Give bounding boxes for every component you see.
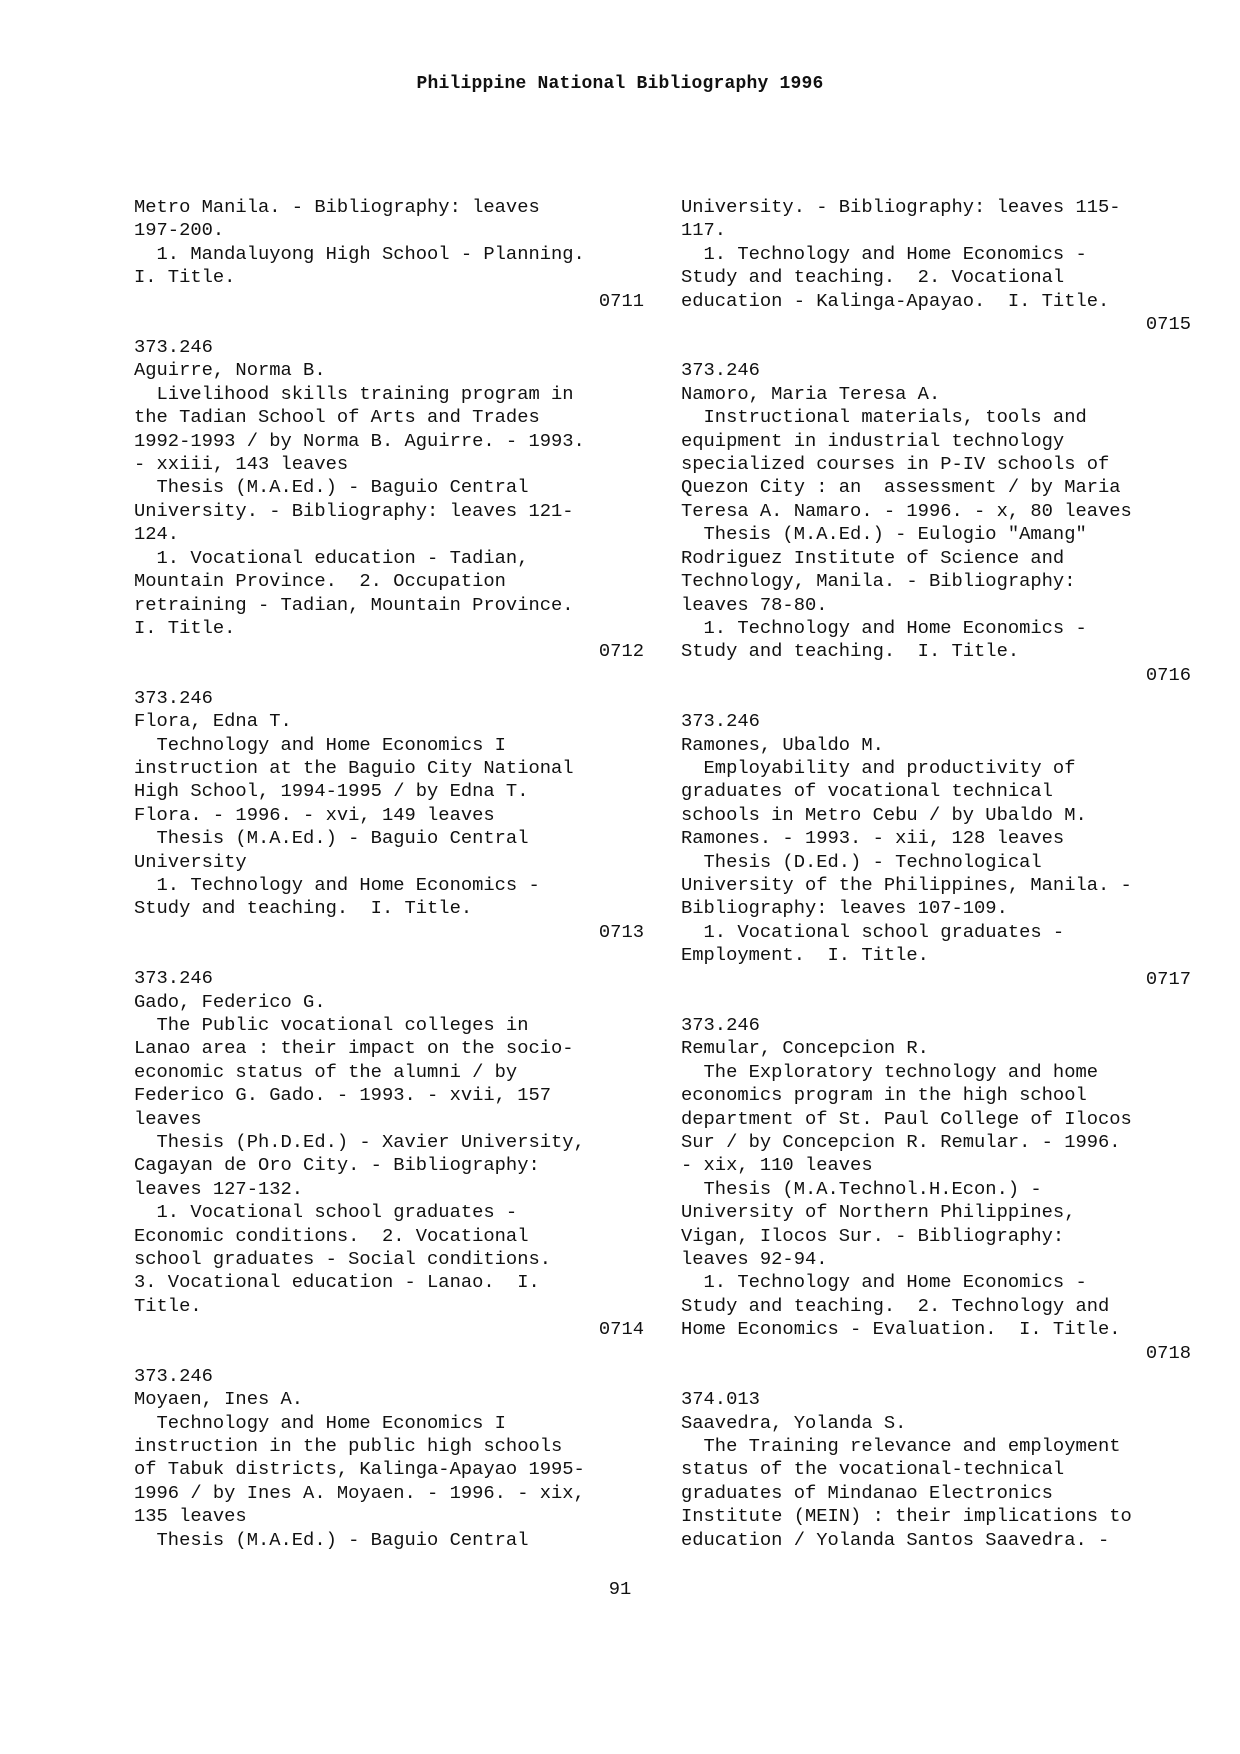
bibliography-entry [681,710,1191,991]
entry-line: graduates of Mindanao Electronics [681,1481,1053,1504]
entry-line: Thesis (M.A.Ed.) - Baguio Central [134,1528,529,1551]
entry-line: leaves 78-80. [681,593,828,616]
entry-line: graduates of vocational technical [681,780,1053,803]
entry-line: Cagayan de Oro City. - Bibliography: [134,1154,540,1177]
entry-line: Saavedra, Yolanda S. [681,1411,907,1434]
entry-line: 373.246 [134,1364,213,1387]
entry-line: leaves 127-132. [134,1177,304,1200]
entry-line: University. - Bibliography: leaves 121- [134,499,574,522]
entry-line: I. Title. [134,616,236,639]
entry-line: 373.246 [134,686,213,709]
entry-line: University. - Bibliography: leaves 115- [681,196,1121,218]
entry-line: 1. Mandaluyong High School - Planning. [134,242,585,265]
bibliography-entry [681,196,1191,336]
bibliography-entry [681,1388,1191,1552]
right-column [681,196,1191,1575]
entry-line: 1. Vocational school graduates - [134,1201,518,1224]
entry-line: 1. Technology and Home Economics - [681,616,1087,639]
entry-line: 135 leaves [134,1505,247,1528]
entry-line: Flora. - 1996. - xvi, 149 leaves [134,803,495,826]
entry-line: Employability and productivity of [681,756,1076,779]
entry-line: economic status of the alumni / by [134,1060,518,1083]
entry-line: Livelihood skills training program in [134,382,574,405]
entry-line: of Tabuk districts, Kalinga-Apayao 1995- [134,1458,585,1481]
entry-line: Study and teaching. 2. Technology and [681,1294,1110,1317]
entry-line: 373.246 [134,336,213,359]
entry-line: economics program in the high school [681,1084,1087,1107]
entry-line: Remular, Concepcion R. [681,1037,929,1060]
entry-line: 1. Technology and Home Economics - [681,242,1087,265]
entry-line: 1. Vocational school graduates - [681,920,1065,943]
entry-number: 0712 [598,640,644,663]
entry-line: Moyaen, Ines A. [134,1388,304,1411]
entry-line: Study and teaching. I. Title. [134,897,473,920]
entry-line: Thesis (M.A.Ed.) - Baguio Central [134,827,529,850]
entry-line: 117. [681,219,727,242]
entry-line: Thesis (D.Ed.) - Technological [681,850,1042,873]
entry-line: status of the vocational-technical [681,1458,1065,1481]
entry-line: Sur / by Concepcion R. Remular. - 1996. [681,1131,1121,1154]
entry-number: 0714 [598,1318,644,1341]
entry-line: High School, 1994-1995 / by Edna T. [134,780,529,803]
entry-line: specialized courses in P-IV schools of [681,453,1110,476]
entry-line: University [134,850,247,873]
bibliography-entry [681,359,1191,687]
entry-line: 1. Technology and Home Economics - [134,873,540,896]
entry-line: 1992-1993 / by Norma B. Aguirre. - 1993. [134,429,585,452]
entry-line: 1. Vocational education - Tadian, [134,546,529,569]
entry-line: 1996 / by Ines A. Moyaen. - 1996. - xix, [134,1481,585,1504]
entry-number: 0711 [598,289,644,312]
entry-line: Flora, Edna T. [134,710,292,733]
entry-line: Vigan, Ilocos Sur. - Bibliography: [681,1224,1065,1247]
entry-number: 0718 [1145,1341,1191,1364]
entry-line: 374.013 [681,1388,760,1411]
bibliography-entry [134,336,644,664]
entry-line: Lanao area : their impact on the socio- [134,1037,574,1060]
entry-number: 0715 [1145,313,1191,336]
entry-line: Rodriguez Institute of Science and [681,546,1065,569]
entry-line: 373.246 [681,1014,760,1036]
entry-line: Metro Manila. - Bibliography: leaves [134,196,540,218]
entry-line: Title. [134,1294,202,1317]
entry-line: Quezon City : an assessment / by Maria [681,476,1121,499]
entry-number: 0713 [598,920,644,943]
entry-line: Teresa A. Namaro. - 1996. - x, 80 leaves [681,499,1132,522]
entry-number: 0716 [1145,663,1191,686]
entry-line: retraining - Tadian, Mountain Province. [134,593,574,616]
entry-line: Study and teaching. I. Title. [681,640,1020,663]
entry-line: Instructional materials, tools and [681,406,1087,429]
entry-line: the Tadian School of Arts and Trades [134,406,540,429]
entry-line: Technology and Home Economics I [134,1411,506,1434]
entry-line: Thesis (M.A.Ed.) - Baguio Central [134,476,529,499]
entry-line: Ramones, Ubaldo M. [681,733,884,756]
entry-line: Mountain Province. 2. Occupation [134,570,506,593]
entry-line: Technology and Home Economics I [134,733,506,756]
entry-line: Technology, Manila. - Bibliography: [681,570,1076,593]
entry-line: University of the Philippines, Manila. - [681,873,1132,896]
page-number: 91 [608,1578,632,1600]
entry-line: Aguirre, Norma B. [134,359,326,382]
bibliography-entry [681,1014,1191,1365]
entry-line: The Public vocational colleges in [134,1014,529,1036]
entry-line: 124. [134,523,180,546]
page-title: Philippine National Bibliography 1996 [416,74,824,94]
entry-line: Economic conditions. 2. Vocational [134,1224,529,1247]
entry-line: instruction at the Baguio City National [134,756,574,779]
entry-line: Bibliography: leaves 107-109. [681,897,1008,920]
entry-line: education - Kalinga-Apayao. I. Title. [681,289,1110,312]
entry-line: school graduates - Social conditions. [134,1248,552,1271]
entry-line: Namoro, Maria Teresa A. [681,382,941,405]
entry-line: The Exploratory technology and home [681,1060,1099,1083]
entry-number: 0717 [1145,967,1191,990]
bibliography-entry [134,967,644,1342]
entry-line: - xxiii, 143 leaves [134,453,349,476]
entry-line: Thesis (M.A.Ed.) - Eulogio "Amang" [681,523,1087,546]
entry-line: schools in Metro Cebu / by Ubaldo M. [681,803,1087,826]
entry-line: instruction in the public high schools [134,1434,563,1457]
entry-line: Ramones. - 1993. - xii, 128 leaves [681,827,1065,850]
entry-line: leaves [134,1107,202,1130]
entry-line: 3. Vocational education - Lanao. I. [134,1271,540,1294]
entry-line: Institute (MEIN) : their implications to [681,1505,1132,1528]
entry-line: The Training relevance and employment [681,1434,1121,1457]
entry-line: 373.246 [681,359,760,382]
entry-line: education / Yolanda Santos Saavedra. - [681,1528,1110,1551]
entry-line: - xix, 110 leaves [681,1154,873,1177]
bibliography-entry [134,196,644,313]
entry-line: 373.246 [134,967,213,990]
bibliography-entry [134,687,644,944]
entry-line: leaves 92-94. [681,1248,828,1271]
entry-line: Home Economics - Evaluation. I. Title. [681,1318,1121,1341]
entry-line: equipment in industrial technology [681,429,1065,452]
entry-line: Thesis (M.A.Technol.H.Econ.) - [681,1177,1042,1200]
entry-line: Thesis (Ph.D.Ed.) - Xavier University, [134,1131,585,1154]
entry-line: University of Northern Philippines, [681,1201,1076,1224]
entry-line: 197-200. [134,219,225,242]
entry-line: department of St. Paul College of Ilocos [681,1107,1132,1130]
entry-line: Gado, Federico G. [134,990,326,1013]
entry-line: I. Title. [134,266,236,289]
entry-line: 1. Technology and Home Economics - [681,1271,1087,1294]
entry-line: 373.246 [681,710,760,733]
entry-line: Study and teaching. 2. Vocational [681,266,1065,289]
left-column [134,196,644,1575]
bibliography-entry [134,1365,644,1552]
entry-line: Federico G. Gado. - 1993. - xvii, 157 [134,1084,552,1107]
entry-line: Employment. I. Title. [681,944,929,967]
